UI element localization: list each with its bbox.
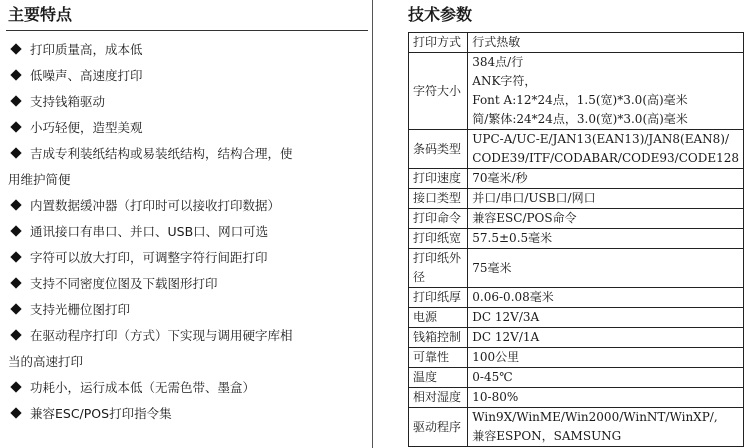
spec-row [409, 169, 744, 189]
spec-value-line: 兼容ESC/POS命令 [472, 211, 577, 225]
feature-item [8, 401, 370, 427]
spec-value-line: 兼容ESPON，SAMSUNG [472, 429, 622, 443]
diamond-bullet-icon [10, 329, 21, 340]
feature-item [8, 193, 370, 219]
diamond-bullet-icon [10, 69, 21, 80]
spec-row [409, 209, 744, 229]
diamond-bullet-icon [10, 121, 21, 132]
features-title: 主要特点 [8, 5, 73, 24]
spec-value [468, 308, 744, 328]
diamond-bullet-icon [10, 303, 21, 314]
spec-row [409, 288, 744, 308]
spec-key: 温度 [409, 368, 468, 388]
feature-item [8, 375, 370, 401]
spec-key: 打印纸厚 [409, 288, 468, 308]
feature-text: 吉成专利装纸结构或易装纸结构，结构合理，使 [30, 146, 293, 161]
spec-value-line: Font A:12*24点，1.5(宽)*3.0(高)毫米 [472, 93, 688, 107]
feature-text: 在驱动程序打印（方式）下实现与调用硬字库相 [30, 328, 293, 343]
spec-row [409, 388, 744, 408]
diamond-bullet-icon [10, 147, 21, 158]
feature-text: 支持光栅位图打印 [30, 302, 131, 317]
spec-key: 字符大小 [409, 53, 468, 130]
feature-text: 支持钱箱驱动 [30, 94, 106, 109]
spec-key: 打印命令 [409, 209, 468, 229]
spec-value-line: DC 12V/3A [472, 310, 540, 324]
spec-row [409, 308, 744, 328]
features-divider [6, 30, 368, 31]
feature-text-continuation: 当的高速打印 [8, 354, 84, 369]
spec-key: 相对湿度 [409, 388, 468, 408]
spec-value [468, 229, 744, 249]
spec-row [409, 229, 744, 249]
spec-value [468, 130, 744, 169]
feature-text: 通讯接口有串口、并口、USB口、网口可选 [30, 224, 269, 239]
diamond-bullet-icon [10, 251, 21, 262]
spec-key: 条码类型 [409, 130, 468, 169]
spec-value-line: 行式热敏 [472, 35, 521, 49]
feature-item [8, 89, 370, 115]
spec-row [409, 249, 744, 288]
feature-item [8, 297, 370, 323]
spec-value-line: 70毫米/秒 [472, 171, 528, 185]
diamond-bullet-icon [10, 95, 21, 106]
spec-value [468, 53, 744, 130]
spec-row [409, 368, 744, 388]
spec-value [468, 209, 744, 229]
feature-text: 功耗小，运行成本低（无需色带、墨盒） [30, 380, 256, 395]
spec-row [409, 53, 744, 130]
feature-text: 支持不同密度位图及下载图形打印 [30, 276, 218, 291]
spec-value [468, 189, 744, 209]
diamond-bullet-icon [10, 43, 21, 54]
spec-value-line: CODE39/ITF/CODABAR/CODE93/CODE128 [472, 151, 739, 165]
feature-text: 打印质量高，成本低 [30, 42, 143, 57]
spec-key: 打印方式 [409, 33, 468, 53]
spec-key: 可靠性 [409, 348, 468, 368]
spec-value-line: 384点/行 [472, 55, 524, 69]
spec-value-line: UPC-A/UC-E/JAN13(EAN13)/JAN8(EAN8)/ [472, 132, 729, 146]
spec-value [468, 348, 744, 368]
spec-value-line: 0-45℃ [472, 370, 513, 384]
spec-value [468, 33, 744, 53]
spec-value-line: DC 12V/1A [472, 330, 540, 344]
feature-text: 字符可以放大打印，可调整字符行间距打印 [30, 250, 268, 265]
spec-row [409, 189, 744, 209]
spec-key: 钱箱控制 [409, 328, 468, 348]
spec-value [468, 368, 744, 388]
spec-row [409, 408, 744, 447]
diamond-bullet-icon [10, 225, 21, 236]
spec-value-line: 100公里 [472, 350, 520, 364]
feature-item [8, 63, 370, 89]
spec-value-line: 75毫米 [472, 260, 512, 275]
spec-value-line: 10-80% [472, 390, 519, 404]
features-panel [0, 0, 372, 448]
feature-text: 兼容ESC/POS打印指令集 [30, 406, 172, 421]
spec-key: 接口类型 [409, 189, 468, 209]
feature-item [8, 271, 370, 297]
spec-value [468, 408, 744, 447]
specs-table [408, 32, 744, 447]
feature-item [8, 323, 370, 375]
spec-value-line: 57.5±0.5毫米 [472, 231, 553, 245]
specs-title: 技术参数 [408, 5, 473, 24]
feature-item [8, 219, 370, 245]
feature-text-continuation: 用维护简便 [8, 172, 71, 187]
column-divider [372, 0, 373, 448]
feature-text: 低噪声、高速度打印 [30, 68, 143, 83]
spec-key: 电源 [409, 308, 468, 328]
spec-key: 打印纸宽 [409, 229, 468, 249]
spec-value [468, 169, 744, 189]
feature-item [8, 115, 370, 141]
spec-key: 打印纸外径 [409, 249, 468, 288]
spec-row [409, 33, 744, 53]
spec-value-line: 简/繁体:24*24点，3.0(宽)*3.0(高)毫米 [472, 112, 688, 126]
feature-item [8, 245, 370, 271]
spec-key: 驱动程序 [409, 408, 468, 447]
spec-value-line: 0.06-0.08毫米 [472, 290, 554, 304]
spec-row [409, 328, 744, 348]
feature-item [8, 37, 370, 63]
spec-key: 打印速度 [409, 169, 468, 189]
diamond-bullet-icon [10, 199, 21, 210]
spec-value [468, 388, 744, 408]
diamond-bullet-icon [10, 277, 21, 288]
spec-row [409, 348, 744, 368]
spec-value-line: Win9X/WinME/Win2000/WinNT/WinXP/, [472, 410, 718, 424]
spec-value [468, 328, 744, 348]
feature-item [8, 141, 370, 193]
features-list [8, 37, 370, 427]
spec-value-line: 并口/串口/USB口/网口 [472, 191, 596, 205]
spec-value-line: ANK字符， [472, 74, 537, 88]
feature-text: 小巧轻便，造型美观 [30, 120, 143, 135]
diamond-bullet-icon [10, 407, 21, 418]
spec-row [409, 130, 744, 169]
diamond-bullet-icon [10, 381, 21, 392]
feature-text: 内置数据缓冲器（打印时可以接收打印数据） [30, 198, 281, 213]
spec-value [468, 288, 744, 308]
specs-panel [386, 0, 746, 448]
spec-value [468, 249, 744, 288]
